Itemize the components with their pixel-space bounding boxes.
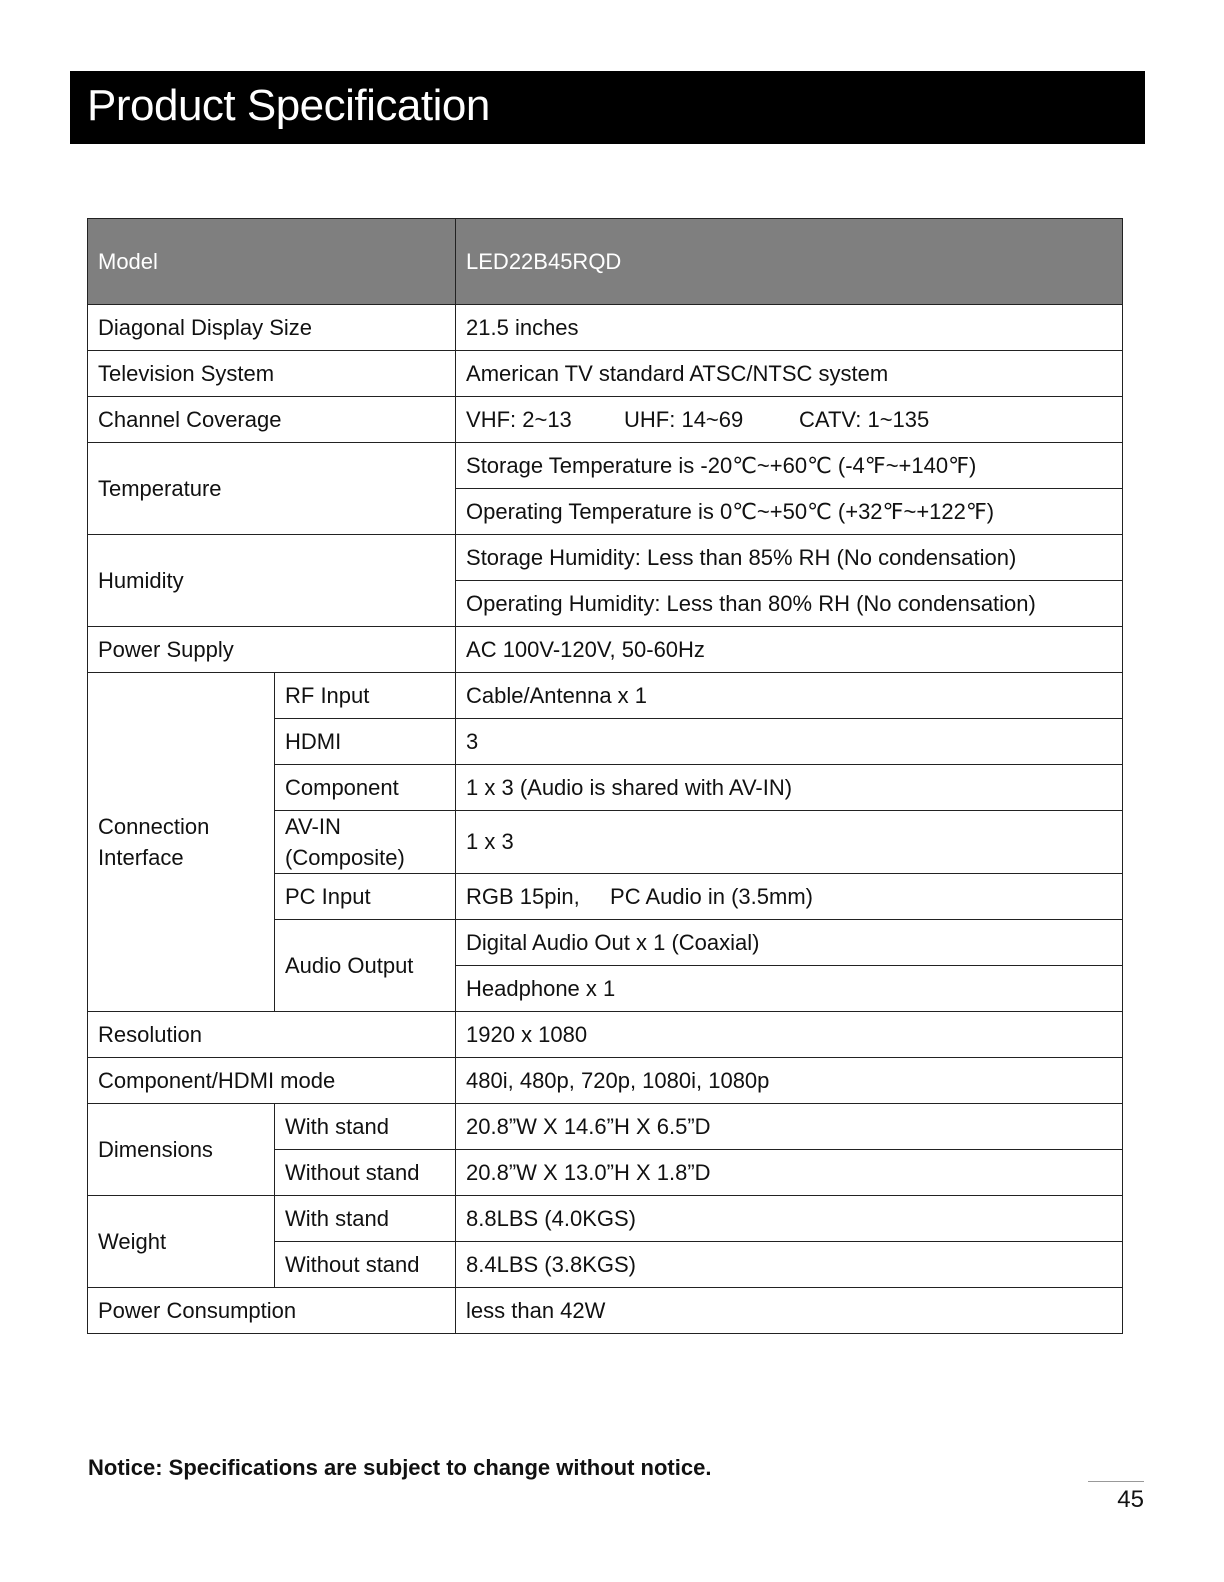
avin-value: 1 x 3 xyxy=(456,811,1123,874)
channel-value xyxy=(456,397,1123,443)
page-title: Product Specification xyxy=(87,81,490,130)
temperature-operating: Operating Temperature is 0℃~+50℃ (+32℉~+122℉) xyxy=(456,489,1123,535)
connection-label-line2: Interface xyxy=(98,845,184,870)
power-supply-value: AC 100V-120V, 50-60Hz xyxy=(456,627,1123,673)
table-row xyxy=(88,305,1123,351)
component-value: 1 x 3 (Audio is shared with AV-IN) xyxy=(456,765,1123,811)
humidity-storage: Storage Humidity: Less than 85% RH (No condensation) xyxy=(456,535,1123,581)
title-banner xyxy=(70,71,1145,144)
audio-out-digital: Digital Audio Out x 1 (Coaxial) xyxy=(456,920,1123,966)
rf-label: RF Input xyxy=(275,673,456,719)
power-consumption-value: less than 42W xyxy=(456,1288,1123,1334)
table-row xyxy=(88,351,1123,397)
table-row xyxy=(88,1012,1123,1058)
page-number: 45 xyxy=(1117,1486,1144,1513)
dimensions-label: Dimensions xyxy=(88,1104,275,1196)
pc-value xyxy=(456,874,1123,920)
table-header-row xyxy=(88,219,1123,305)
model-label: Model xyxy=(88,219,456,305)
dim-with-value: 20.8”W X 14.6”H X 6.5”D xyxy=(456,1104,1123,1150)
notice-text: Notice: Specifications are subject to change without notice. xyxy=(88,1455,712,1480)
weight-label: Weight xyxy=(88,1196,275,1288)
table-row xyxy=(88,673,1123,719)
dim-without-label: Without stand xyxy=(275,1150,456,1196)
humidity-operating: Operating Humidity: Less than 80% RH (No condensation) xyxy=(456,581,1123,627)
table-row xyxy=(88,535,1123,581)
wt-without-value: 8.4LBS (3.8KGS) xyxy=(456,1242,1123,1288)
diagonal-label: Diagonal Display Size xyxy=(88,305,456,351)
pc-rgb: RGB 15pin, xyxy=(466,883,580,909)
comp-hdmi-mode-value: 480i, 480p, 720p, 1080i, 1080p xyxy=(456,1058,1123,1104)
component-label: Component xyxy=(275,765,456,811)
channel-vhf: VHF: 2~13 xyxy=(466,406,572,432)
humidity-label: Humidity xyxy=(88,535,456,627)
table-row xyxy=(88,1196,1123,1242)
pc-label: PC Input xyxy=(275,874,456,920)
channel-label: Channel Coverage xyxy=(88,397,456,443)
comp-hdmi-mode-label: Component/HDMI mode xyxy=(88,1058,456,1104)
connection-label xyxy=(88,673,275,1012)
pc-audio: PC Audio in (3.5mm) xyxy=(610,883,813,909)
temperature-label: Temperature xyxy=(88,443,456,535)
resolution-label: Resolution xyxy=(88,1012,456,1058)
page-number-rule xyxy=(1088,1481,1144,1482)
spec-table xyxy=(87,218,1123,1334)
rf-value: Cable/Antenna x 1 xyxy=(456,673,1123,719)
table-row xyxy=(88,1104,1123,1150)
avin-label-line1: AV-IN xyxy=(285,814,341,839)
resolution-value: 1920 x 1080 xyxy=(456,1012,1123,1058)
audio-out-headphone: Headphone x 1 xyxy=(456,966,1123,1012)
tv-system-label: Television System xyxy=(88,351,456,397)
channel-catv: CATV: 1~135 xyxy=(799,406,930,432)
temperature-storage: Storage Temperature is -20℃~+60℃ (-4℉~+140℉) xyxy=(456,443,1123,489)
dim-without-value: 20.8”W X 13.0”H X 1.8”D xyxy=(456,1150,1123,1196)
avin-label-line2: (Composite) xyxy=(285,845,405,870)
table-row xyxy=(88,627,1123,673)
hdmi-label: HDMI xyxy=(275,719,456,765)
table-row xyxy=(88,1058,1123,1104)
channel-uhf: UHF: 14~69 xyxy=(624,406,744,432)
wt-without-label: Without stand xyxy=(275,1242,456,1288)
audio-out-label: Audio Output xyxy=(275,920,456,1012)
model-value: LED22B45RQD xyxy=(456,219,1123,305)
hdmi-value: 3 xyxy=(456,719,1123,765)
table-row xyxy=(88,443,1123,489)
diagonal-value: 21.5 inches xyxy=(456,305,1123,351)
wt-with-label: With stand xyxy=(275,1196,456,1242)
wt-with-value: 8.8LBS (4.0KGS) xyxy=(456,1196,1123,1242)
power-supply-label: Power Supply xyxy=(88,627,456,673)
table-row xyxy=(88,1288,1123,1334)
table-row xyxy=(88,397,1123,443)
connection-label-line1: Connection xyxy=(98,814,210,839)
power-consumption-label: Power Consumption xyxy=(88,1288,456,1334)
avin-label xyxy=(275,811,456,874)
tv-system-value: American TV standard ATSC/NTSC system xyxy=(456,351,1123,397)
dim-with-label: With stand xyxy=(275,1104,456,1150)
